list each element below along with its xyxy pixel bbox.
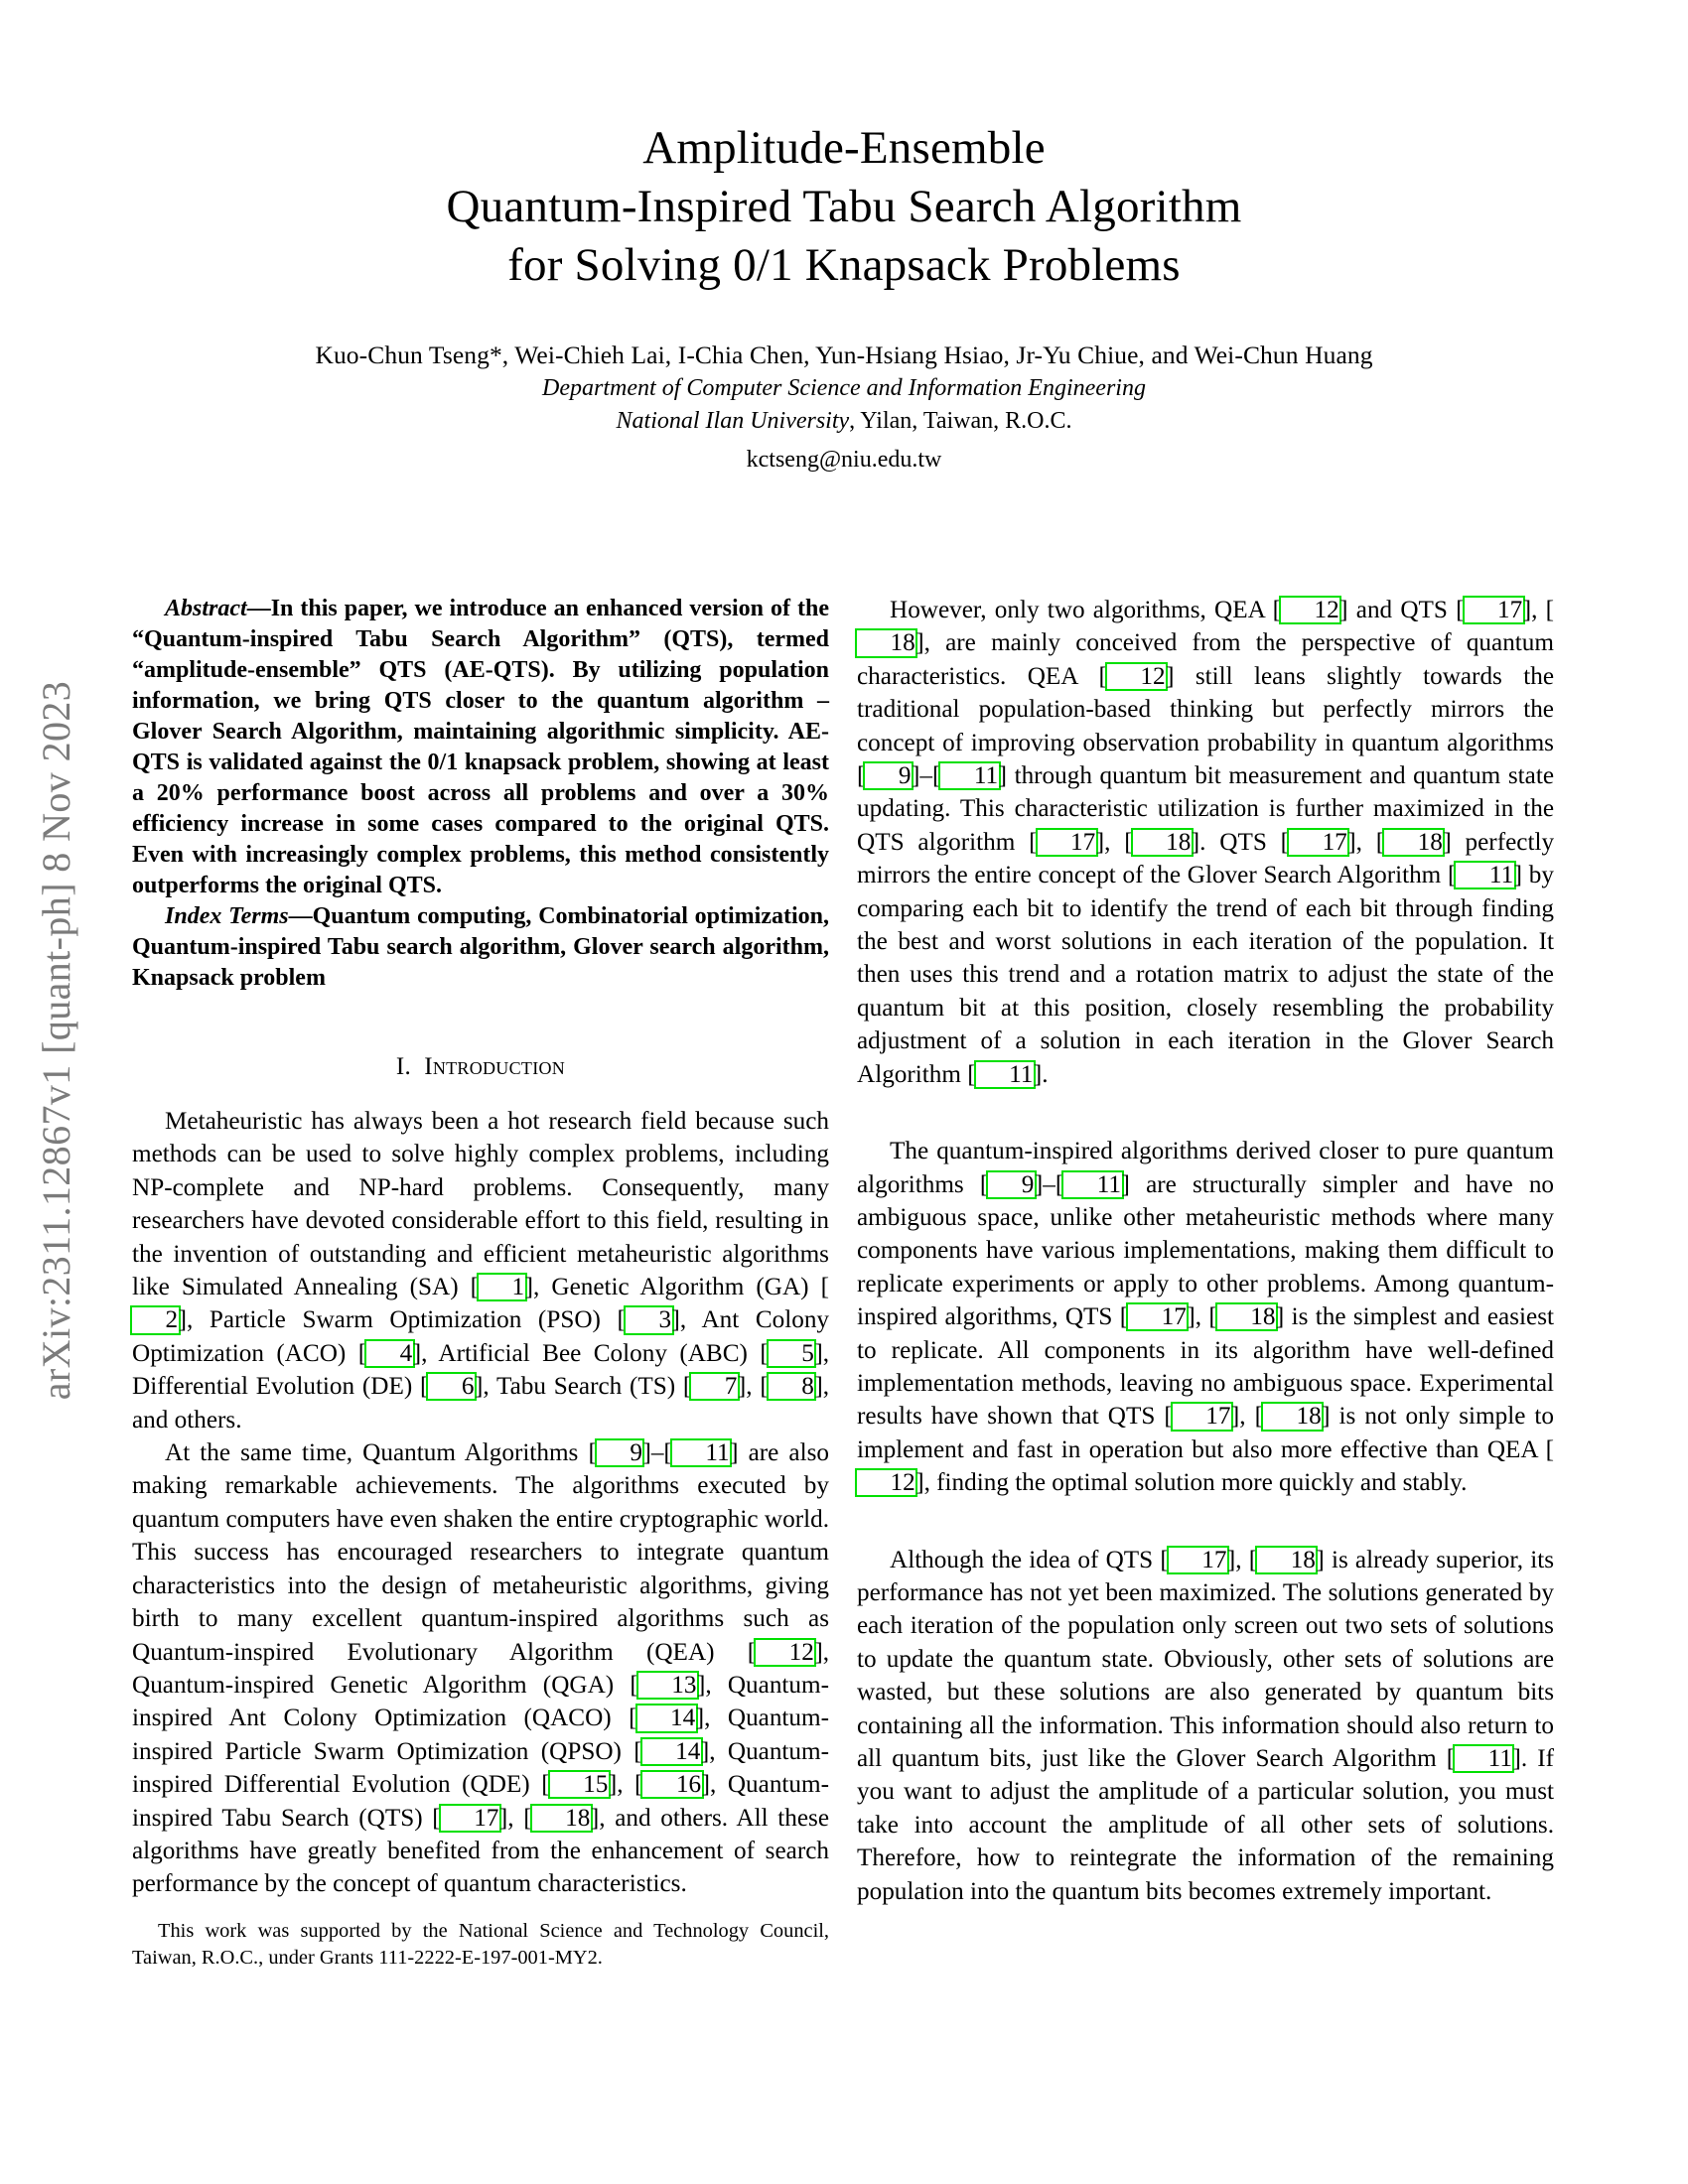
citation-link[interactable]: 17 — [1173, 1404, 1231, 1429]
citation-link[interactable]: 18 — [1257, 1548, 1316, 1572]
citation-link[interactable]: 17 — [1169, 1548, 1227, 1572]
citation-link[interactable]: 17 — [1465, 598, 1523, 622]
citation-link[interactable]: 14 — [637, 1706, 696, 1730]
citation-link[interactable]: 18 — [1217, 1304, 1276, 1329]
arxiv-identifier-stamp: arXiv:2311.12867v1 [quant-ph] 8 Nov 2023 — [33, 680, 78, 1401]
index-terms-text: Quantum computing, Combinatorial optimization, Quantum-inspired Tabu search algorithm, Glover search algorithm, Knapsack problem — [132, 903, 829, 991]
citation-link[interactable]: 11 — [976, 1062, 1034, 1087]
abstract-dash: — — [246, 596, 271, 621]
affiliation-university — [149, 405, 1539, 438]
citation-link[interactable]: 15 — [550, 1772, 609, 1797]
paragraph: At the same time, Quantum Algorithms [ 9]–[ 11] are also making remarkable achievements. The algorithms executed by quantum computers have even shaken the entire cryptographic world. This success has encouraged researchers to integrate quantum characteristics into the design of metaheuristic algorithms, giving birth to many excellent quantum-inspired algorithms such as Quantum-inspired Evolutionary Algorithm (QEA) [ 12], Quantum-inspired Genetic Algorithm (QGA) [ 13], Quantum-inspired Ant Colony Optimization (QACO) [ 14], Quantum-inspired Particle Swarm Optimization (QPSO) [ 14], Quantum-inspired Differential Evolution (QDE) [ 15], [ 16], Quantum-inspired Tabu Search (QTS) [ 17], [ 18], and others. All these algorithms have greatly benefited from the enhancement of search performance by the concept of quantum characteristics. — [132, 1439, 830, 1898]
page-title — [149, 119, 1539, 295]
citation-link[interactable]: 18 — [1133, 830, 1192, 855]
citation-link[interactable]: 14 — [642, 1739, 701, 1764]
citation-link[interactable]: 17 — [1289, 830, 1347, 855]
citation-link[interactable]: 12 — [857, 1470, 915, 1495]
citation-link[interactable]: 9 — [597, 1440, 643, 1465]
title-line-2: Quantum-Inspired Tabu Search Algorithm — [446, 181, 1242, 232]
citation-link[interactable]: 1 — [479, 1275, 525, 1299]
title-line-1: Amplitude-Ensemble — [642, 122, 1046, 174]
abstract-label: Abstract — [165, 596, 247, 621]
paragraph: Although the idea of QTS [ 17], [ 18] is already superior, its performance has not yet been maximized. The solutions generated by each iteration of the population only screen out two sets of solutions to update the quantum state. Obviously, other sets of solutions are wasted, but these solutions are also generated by quantum bits containing all the information. This information should also return to all quantum bits, just like the Glover Search Algorithm [ 11]. If you want to adjust the amplitude of a particular solution, you must take into account the amplitude of all other sets of solutions. Therefore, how to reintegrate the information of the remaining population into the quantum bits becomes extremely important. — [857, 1546, 1555, 1905]
citation-link[interactable]: 12 — [756, 1640, 814, 1665]
citation-link[interactable]: 18 — [1263, 1404, 1322, 1429]
citation-link[interactable]: 17 — [1038, 830, 1096, 855]
title-line-3: for Solving 0/1 Knapsack Problems — [507, 239, 1181, 291]
citation-link[interactable]: 11 — [672, 1440, 730, 1465]
contact-email[interactable]: kctseng@niu.edu.tw — [746, 447, 942, 473]
citation-link[interactable]: 2 — [132, 1307, 179, 1332]
citation-link[interactable]: 4 — [366, 1341, 413, 1366]
index-terms-dash: — — [288, 903, 313, 929]
citation-link[interactable]: 13 — [638, 1673, 697, 1698]
abstract-paragraph — [132, 594, 829, 901]
citation-link[interactable]: 12 — [1107, 664, 1166, 689]
university-location: , Yilan, Taiwan, R.O.C. — [849, 408, 1072, 434]
citation-link[interactable]: 11 — [1455, 1746, 1512, 1771]
section-number: I. — [395, 1053, 412, 1080]
section-title: Introduction — [424, 1053, 566, 1080]
citation-link[interactable]: 11 — [1456, 863, 1513, 887]
citation-link[interactable]: 18 — [1384, 830, 1443, 855]
citation-link[interactable]: 5 — [769, 1341, 815, 1366]
paragraph: However, only two algorithms, QEA [ 12] and QTS [ 17], [18], are mainly conceived from the perspective of quantum characteristics. QEA [ 12] still leans slightly towards the traditional population-based thinking but perfectly mirrors the concept of improving observation probability in quantum algorithms [ 9]–[ 11] through quantum bit measurement and quantum state updating. This characteristic utilization is further maximized in the QTS algorithm [ 17], [ 18]. QTS [ 17], [ 18] perfectly mirrors the entire concept of the Glover Search Algorithm [ 11] by comparing each bit to identify the trend of each bit through finding the best and worst solutions in each iteration of the population. It then uses this trend and a rotation matrix to adjust the state of the quantum bit at this position, closely resembling the probability adjustment of a solution in each iteration in the Glover Search Algorithm [ 11]. — [857, 597, 1555, 1088]
paper-masthead — [149, 119, 1539, 478]
footnote-block — [132, 1918, 829, 1972]
affiliation-department: Department of Computer Science and Information Engineering — [542, 375, 1146, 401]
citation-link[interactable]: 9 — [865, 763, 912, 788]
citation-link[interactable]: 12 — [1281, 598, 1339, 622]
funding-footnote: This work was supported by the National Science and Technology Council, Taiwan, R.O.C., under Grants 111-2222-E-197-001-MY2. — [132, 1920, 829, 1969]
citation-link[interactable]: 11 — [1063, 1172, 1121, 1197]
citation-link[interactable]: 17 — [1128, 1304, 1187, 1329]
author-list: Kuo-Chun Tseng*, Wei-Chieh Lai, I-Chia Chen, Yun-Hsiang Hsiao, Jr-Yu Chiue, and Wei-Chun Huang — [315, 341, 1373, 369]
citation-link[interactable]: 6 — [428, 1374, 475, 1399]
citation-link[interactable]: 9 — [988, 1172, 1035, 1197]
citation-link[interactable]: 11 — [940, 763, 998, 788]
citation-link[interactable]: 16 — [642, 1772, 701, 1797]
citation-link[interactable]: 8 — [769, 1374, 815, 1399]
column-left — [132, 594, 829, 1901]
university-name: National Ilan University — [616, 408, 850, 434]
index-terms-paragraph — [132, 901, 829, 994]
abstract-text: In this paper, we introduce an enhanced version of the “Quantum-inspired Tabu Search Algorithm” (QTS), termed “amplitude-ensemble” QTS (AE-QTS). By utilizing population information, we bring QTS closer to the quantum algorithm – Glover Search Algorithm, maintaining algorithmic simplicity. AE-QTS is validated against the 0/1 knapsack problem, showing at least a 20% performance boost across all problems and over a 30% efficiency increase in some cases compared to the original QTS. Even with increasingly complex problems, this method consistently outperforms the original QTS. — [132, 596, 829, 898]
section-heading-introduction — [132, 1053, 829, 1081]
citation-link[interactable]: 18 — [857, 630, 915, 655]
citation-link[interactable]: 17 — [441, 1806, 499, 1831]
citation-link[interactable]: 3 — [626, 1307, 672, 1332]
column-right — [857, 594, 1554, 1908]
paragraph: The quantum-inspired algorithms derived closer to pure quantum algorithms [ 9]–[ 11] are structurally simpler and have no ambiguous space, unlike other metaheuristic methods where many components have various implementations, making them difficult to replicate experiments or apply to other problems. Among quantum-inspired algorithms, QTS [ 17], [ 18] is the simplest and easiest to replicate. All components in its algorithm have well-defined implementation methods, leaving no ambiguous space. Experimental results have shown that QTS [ 17], [ 18] is not only simple to implement and fast in operation but also more effective than QEA [12], finding the optimal solution more quickly and stably. — [857, 1138, 1555, 1497]
citation-link[interactable]: 18 — [532, 1806, 591, 1831]
citation-link[interactable]: 7 — [691, 1374, 738, 1399]
paragraph: Metaheuristic has always been a hot research field because such methods can be used to solve highly complex problems, including NP-complete and NP-hard problems. Consequently, many researchers have devoted considerable effort to this field, resulting in the invention of outstanding and efficient metaheuristic algorithms like Simulated Annealing (SA) [ 1], Genetic Algorithm (GA) [2], Particle Swarm Optimization (PSO) [ 3], Ant Colony Optimization (ACO) [ 4], Artificial Bee Colony (ABC) [ 5], Differential Evolution (DE) [ 6], Tabu Search (TS) [ 7], [ 8], and others. — [132, 1108, 830, 1433]
index-terms-label: Index Terms — [165, 903, 289, 929]
